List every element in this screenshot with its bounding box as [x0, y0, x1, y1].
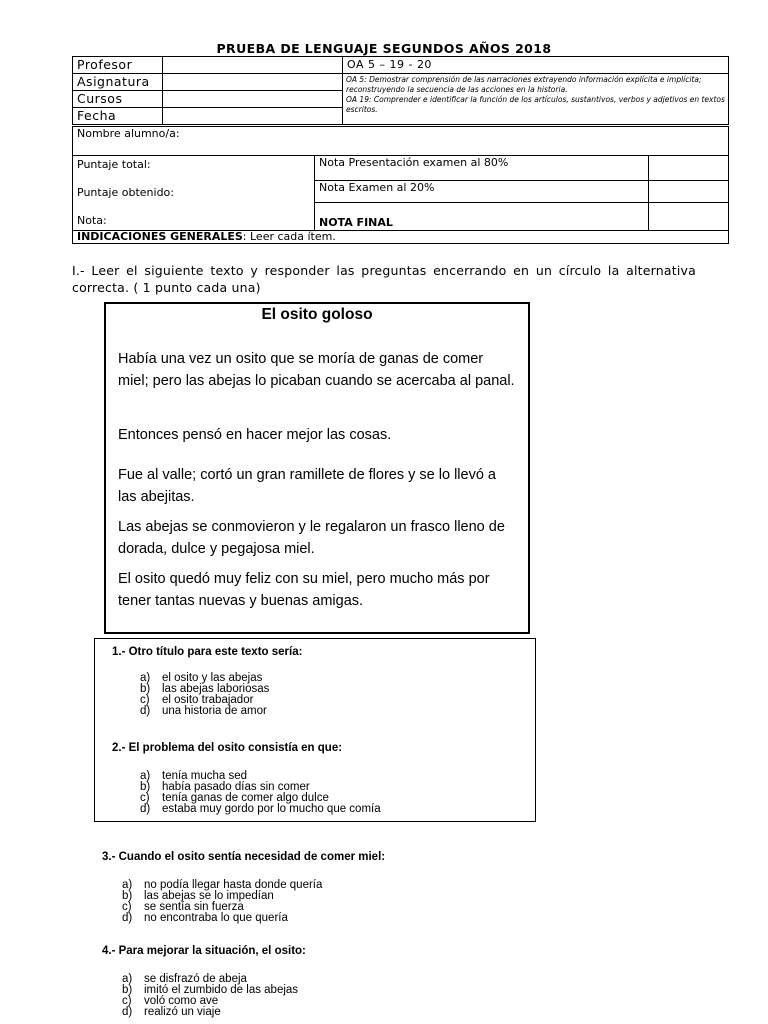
profesor-label: Profesor [73, 57, 163, 74]
question-text: 1.- Otro título para este texto sería: [112, 646, 303, 658]
page-title: PRUEBA DE LENGUAJE SEGUNDOS AÑOS 2018 [216, 41, 552, 56]
oa19-text: OA 19: Comprender e identificar la función de los artículos, sustantivos, verbos y adjetivos en textos escritos. [346, 95, 725, 114]
story-title: El osito goloso [261, 306, 373, 323]
profesor-field[interactable] [163, 57, 343, 74]
question-2 [112, 741, 381, 815]
story-paragraph: El osito quedó muy feliz con su miel, pero mucho más por tener tantas nuevas y buenas amigas. [118, 571, 490, 609]
question-text: 3.- Cuando el osito sentía necesidad de comer miel: [102, 851, 386, 863]
fecha-field[interactable] [163, 108, 343, 125]
student-table [72, 126, 729, 244]
option[interactable]: d) una historia de amor [140, 705, 267, 717]
question-text: 4.- Para mejorar la situación, el osito: [102, 945, 306, 957]
indicaciones-text: : Leer cada ítem. [242, 230, 336, 243]
option[interactable]: c) se sentía sin fuerza [122, 901, 244, 913]
option[interactable]: a) el osito y las abejas [140, 672, 263, 684]
nota-label: Nota: [77, 214, 107, 227]
nota-examen-label: Nota Examen al 20% [315, 181, 649, 202]
puntaje-obtenido-label: Puntaje obtenido: [77, 186, 174, 199]
option[interactable]: b) había pasado días sin comer [140, 781, 310, 793]
option[interactable]: b) las abejas laboriosas [140, 683, 270, 695]
nota-final-field[interactable] [649, 202, 729, 230]
option[interactable]: d) estaba muy gordo por lo mucho que comía [140, 803, 381, 815]
option[interactable]: a) se disfrazó de abeja [122, 973, 247, 985]
nota-final-label: NOTA FINAL [315, 202, 649, 230]
nota-presentacion-field[interactable] [649, 156, 729, 181]
story-box [104, 302, 530, 634]
story-paragraph: Fue al valle; cortó un gran ramillete de flores y se lo llevó a las abejitas. [118, 467, 496, 505]
instructions: I.- Leer el siguiente texto y responder las preguntas encerrando en un círculo la alternativa correcta. ( 1 punto cada una) [72, 263, 696, 295]
option[interactable]: c) voló como ave [122, 995, 219, 1007]
option[interactable]: d) no encontraba lo que quería [122, 912, 288, 924]
question-3 [102, 850, 385, 924]
option[interactable]: a) tenía mucha sed [140, 770, 248, 782]
oa5-text: OA 5: Demostrar comprensión de las narraciones extrayendo información explícita e implícita; reconstruyendo la secuencia de las acciones en la historia. [346, 75, 702, 94]
cursos-field[interactable] [163, 91, 343, 108]
nota-examen-field[interactable] [649, 181, 729, 202]
asignatura-label: Asignatura [73, 74, 163, 91]
asignatura-field[interactable] [163, 74, 343, 91]
nombre-field[interactable] [73, 127, 729, 156]
story-paragraph: Había una vez un osito que se moría de ganas de comer miel; pero las abejas lo picaban cuando se acercaba al panal. [118, 351, 515, 389]
header-table [72, 56, 729, 125]
option[interactable]: b) las abejas se lo impedían [122, 890, 274, 902]
nombre-label: Nombre alumno/a: [77, 127, 180, 140]
option[interactable]: c) el osito trabajador [140, 694, 254, 706]
option[interactable]: d) realizó un viaje [122, 1006, 221, 1018]
option[interactable]: c) tenía ganas de comer algo dulce [140, 792, 329, 804]
question-text: 2.- El problema del osito consistía en que: [112, 742, 343, 754]
cursos-label: Cursos [73, 91, 163, 108]
indicaciones-row [73, 231, 729, 244]
question-1 [112, 645, 302, 717]
oa-description [343, 74, 729, 125]
puntaje-total-label: Puntaje total: [77, 158, 151, 171]
nota-presentacion-label: Nota Presentación examen al 80% [315, 156, 649, 181]
indicaciones-label: INDICACIONES GENERALES [77, 230, 243, 243]
puntaje-cell [73, 156, 315, 231]
story-paragraph: Las abejas se conmovieron y le regalaron un frasco lleno de dorada, dulce y pegajosa miel. [118, 519, 505, 557]
oa-codes: OA 5 – 19 - 20 [343, 57, 729, 74]
option[interactable]: a) no podía llegar hasta donde quería [122, 879, 323, 891]
fecha-label: Fecha [73, 108, 163, 125]
question-4 [102, 944, 306, 1018]
story-paragraph: Entonces pensó en hacer mejor las cosas. [118, 427, 392, 443]
option[interactable]: b) imitó el zumbido de las abejas [122, 984, 299, 996]
